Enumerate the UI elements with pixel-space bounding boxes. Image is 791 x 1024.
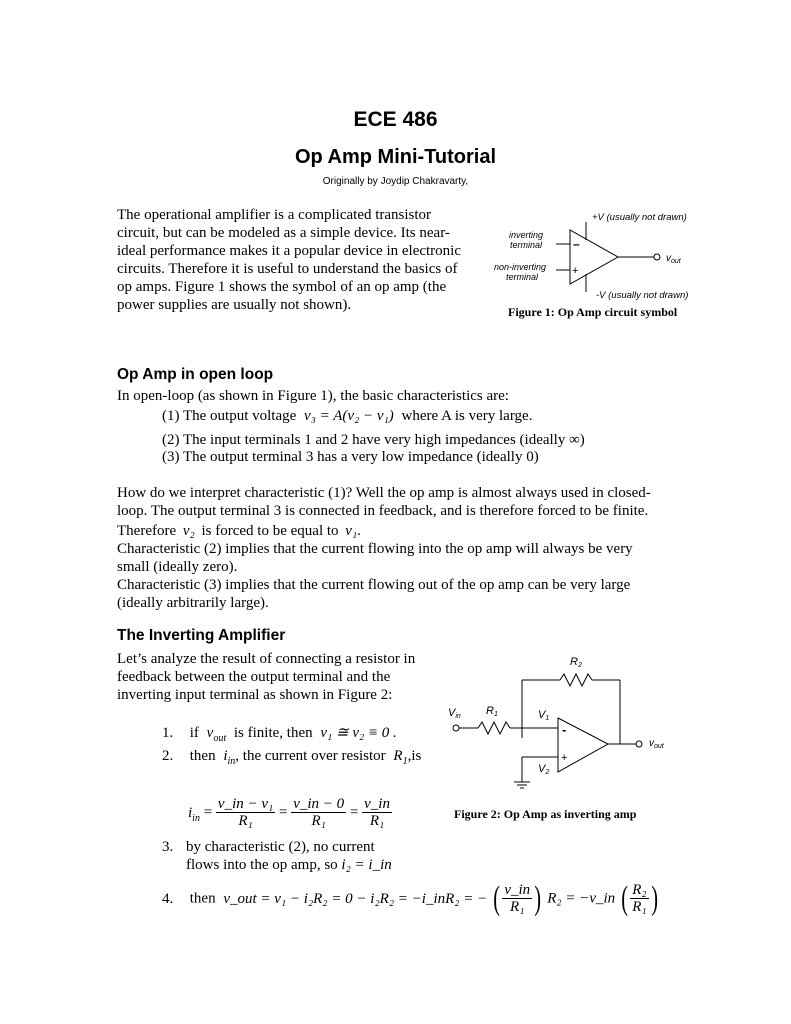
fig1-noninverting-label-2: terminal — [506, 272, 539, 282]
intro-line: The operational amplifier is a complicated transistor — [117, 207, 432, 223]
inverting-lead — [117, 650, 457, 704]
fig1-noninverting-label: non-inverting — [494, 262, 547, 272]
eq-sign: = — [203, 804, 213, 821]
paren-close: ) — [534, 879, 542, 917]
intro-line: circuits. Therefore it is useful to understand the basics of — [117, 261, 458, 277]
char1-text: (1) The output voltage — [162, 408, 297, 424]
fig1-inverting-label-2: terminal — [510, 240, 543, 250]
fig2-v2-label: V2 — [538, 763, 550, 776]
fig1-inverting-label: inverting — [509, 230, 544, 240]
eq-sign: = — [279, 804, 288, 821]
iin-fraction-1: $\frac{\text{v\_in − v₁}}{\text{R₁}}$ — [217, 796, 274, 829]
char1-equation: v₃ = A(v₂ − v₁) — [304, 408, 394, 424]
intro-line: power supplies are usually not shown). — [117, 297, 352, 313]
inverting-lead-line: Let’s analyze the result of connecting a resistor in — [117, 651, 416, 667]
fig2-vin-terminal — [453, 725, 459, 731]
iin-lhs: $i_{in}$ — [188, 804, 200, 824]
step-1 — [162, 724, 397, 742]
characteristic-3: (3) The output terminal 3 has a very low impedance (ideally 0) — [162, 449, 539, 465]
fig2-r2-resistor — [560, 674, 592, 686]
fig1-minus-sign: – — [573, 237, 580, 251]
char3-line: Characteristic (3) implies that the current flowing out of the op amp can be very large — [117, 577, 631, 593]
intro-line: circuit, but can be modeled as a simple device. Its near- — [117, 225, 450, 241]
fig2-plus-sign: + — [561, 752, 568, 764]
figure2-caption: Figure 2: Op Amp as inverting amp — [454, 807, 637, 821]
fig2-vout-label: $v_{out}$ — [649, 738, 664, 750]
intro-paragraph — [117, 206, 487, 314]
course-title: ECE 486 — [353, 108, 438, 131]
char2-line: Characteristic (2) implies that the current flowing into the op amp will always be very — [117, 541, 633, 557]
fig1-vout-label: $v_{out}$ — [666, 253, 681, 265]
step2-mid: , the current over resistor — [235, 748, 386, 764]
iin-fraction-3: $\frac{v\_in}{\text{R₁}}$ — [364, 796, 390, 829]
characteristic-1 — [162, 407, 532, 425]
fig2-output-terminal — [636, 741, 642, 747]
fig2-r2-label: R2 — [570, 656, 582, 669]
section-heading-open-loop: Op Amp in open loop — [117, 366, 274, 383]
therefore-v2: v₂ — [182, 523, 195, 539]
fig2-vin-label: Vin — [448, 707, 461, 720]
therefore-end: . — [357, 523, 361, 539]
intro-line: ideal performance makes it a popular device in electronic — [117, 243, 462, 259]
step4-fraction-1: $\frac{v\_in}{\text{R₁}}$ — [504, 882, 531, 915]
paren-open: ( — [621, 879, 628, 917]
step1-number: 1. — [162, 725, 174, 741]
step3-line2: flows into the op amp, so — [186, 857, 338, 873]
therefore-v1: v₁ — [345, 523, 358, 539]
fig2-r1-resistor — [478, 722, 510, 734]
step1-pre: if — [189, 725, 199, 741]
eq-sign: = — [349, 804, 359, 821]
step4-pre: then — [189, 890, 216, 907]
fig2-minus-sign: - — [562, 722, 567, 737]
byline: Originally by Joydip Chakravarty, — [322, 176, 469, 187]
paren-close: ) — [650, 879, 658, 917]
step2-pre: then — [189, 748, 216, 764]
interpretation-paragraph — [117, 484, 697, 612]
step2-end: ,is — [407, 748, 422, 764]
step2-number: 2. — [162, 748, 174, 764]
step2-r1: $R_1$ — [393, 748, 408, 767]
step-2 — [162, 747, 421, 765]
paren-open: ( — [493, 879, 501, 917]
open-loop-lead: In open-loop (as shown in Figure 1), the basic characteristics are: — [117, 388, 509, 404]
iin-fraction-2: $\frac{v\_in - 0}{\text{R₁}}$ — [293, 796, 345, 829]
interp-line: How do we interpret characteristic (1)? Well the op amp is almost always used in closed- — [117, 485, 651, 501]
therefore-line — [117, 522, 697, 540]
section-heading-inverting: The Inverting Amplifier — [117, 627, 286, 644]
fig1-vplus-label: +V (usually not drawn) — [592, 212, 687, 223]
step1-mid: is finite, then — [233, 725, 313, 741]
step1-equation: v₁ ≅ v₂ ≡ 0 . — [320, 725, 397, 741]
fig1-output-terminal — [654, 254, 660, 260]
step3-number: 3. — [162, 839, 174, 855]
iin-equation — [188, 796, 392, 829]
fig1-vminus-label: -V (usually not drawn) — [596, 290, 689, 301]
step1-vout: $v_{out}$ — [206, 725, 227, 744]
char3-line: (ideally arbitrarily large). — [117, 595, 269, 611]
fig1-plus-sign: + — [572, 265, 579, 277]
fig2-r1-label: R1 — [486, 705, 498, 718]
step3-equation: i₂ = i_in — [341, 857, 392, 873]
step4-equation-a: v_out = v₁ − i₂R₂ = 0 − i₂R₂ = −i_inR₂ = − — [223, 890, 488, 907]
characteristic-2: (2) The input terminals 1 and 2 have very high impedances (ideally ∞) — [162, 432, 585, 448]
step4-equation-b: R₂ = −v_in — [547, 890, 616, 907]
figure1-opamp-symbol — [488, 206, 708, 306]
inverting-lead-line: inverting input terminal as shown in Figure 2: — [117, 687, 393, 703]
interp-line: loop. The output terminal 3 is connected in feedback, and is therefore forced to be finite. — [117, 503, 649, 519]
step4-fraction-2: $\frac{\text{R₂}}{\text{R₁}}$ — [632, 882, 647, 915]
figure1-caption: Figure 1: Op Amp circuit symbol — [508, 305, 678, 319]
figure2-inverting-amp — [440, 650, 680, 800]
step3-line1: by characteristic (2), no current — [186, 839, 375, 855]
char2-line: small (ideally zero). — [117, 559, 238, 575]
step2-iin: $i_{in}$ — [223, 748, 236, 767]
therefore-pre: Therefore — [117, 523, 177, 539]
step4-number: 4. — [162, 890, 174, 907]
intro-line: op amps. Figure 1 shows the symbol of an op amp (the — [117, 279, 447, 295]
page-title: Op Amp Mini-Tutorial — [294, 146, 497, 168]
char1-tail: where A is very large. — [401, 408, 533, 424]
step-4 — [162, 879, 660, 917]
therefore-mid: is forced to be equal to — [201, 523, 339, 539]
fig2-v1-label: V1 — [538, 709, 550, 722]
inverting-lead-line: feedback between the output terminal and the — [117, 669, 391, 685]
step-3 — [162, 838, 392, 874]
